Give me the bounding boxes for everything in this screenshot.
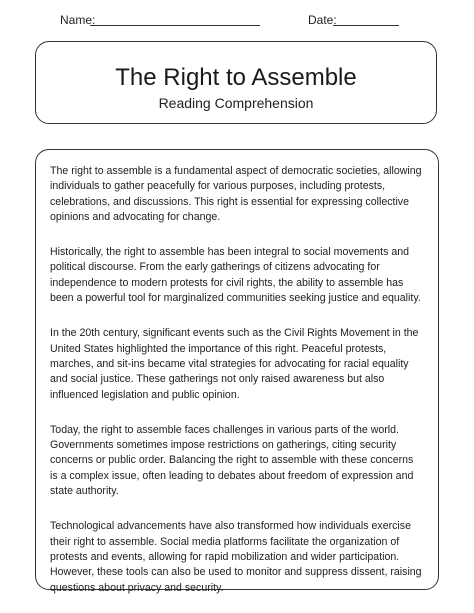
title-box bbox=[35, 41, 437, 124]
worksheet-title: The Right to Assemble bbox=[115, 64, 357, 91]
name-label: Name: bbox=[60, 13, 96, 27]
passage-paragraph-1: The right to assemble is a fundamental aspect of democratic societies, allowing individuals to gather peacefully for various purposes, including protests, celebrations, and discussions. This right is essential for expressing collective opinions and advocating for change. bbox=[50, 165, 422, 223]
date-label: Date: bbox=[308, 13, 337, 27]
worksheet-subtitle: Reading Comprehension bbox=[158, 95, 314, 111]
passage-paragraph-3: In the 20th century, significant events such as the Civil Rights Movement in the United States highlighted the importance of this right. Peaceful protests, marches, and sit-ins became vital strategies for advocating for racial equality and social justice. These gatherings not only raised awareness but also influenced legislation and public opinion. bbox=[50, 327, 419, 401]
student-info-row bbox=[0, 12, 474, 32]
passage-paragraph-5: Technological advancements have also transformed how individuals exercise their right to assemble. Social media platforms facilitate the organization of protests and events, allowing for rapid mobilization and wider participation. However, these tools can also be used to monitor and suppress dissent, raising questions about privacy and security. bbox=[50, 520, 422, 594]
passage-paragraph-4: Today, the right to assemble faces challenges in various parts of the world. Governments sometimes impose restrictions on gatherings, citing security concerns or public order. Balancing the right to assemble with these concerns is a complex issue, often leading to debates about freedom of expression and state authority. bbox=[50, 423, 414, 498]
name-blank-line[interactable] bbox=[90, 25, 260, 26]
passage-paragraph-2: Historically, the right to assemble has been integral to social movements and political discourse. From the early gatherings of citizens advocating for independence to modern protests for civil rights, the ability to assemble has been a powerful tool for marginalized communities seeking justice and equality. bbox=[50, 246, 421, 305]
date-blank-line[interactable] bbox=[333, 25, 399, 26]
reading-passage-box bbox=[35, 149, 439, 594]
